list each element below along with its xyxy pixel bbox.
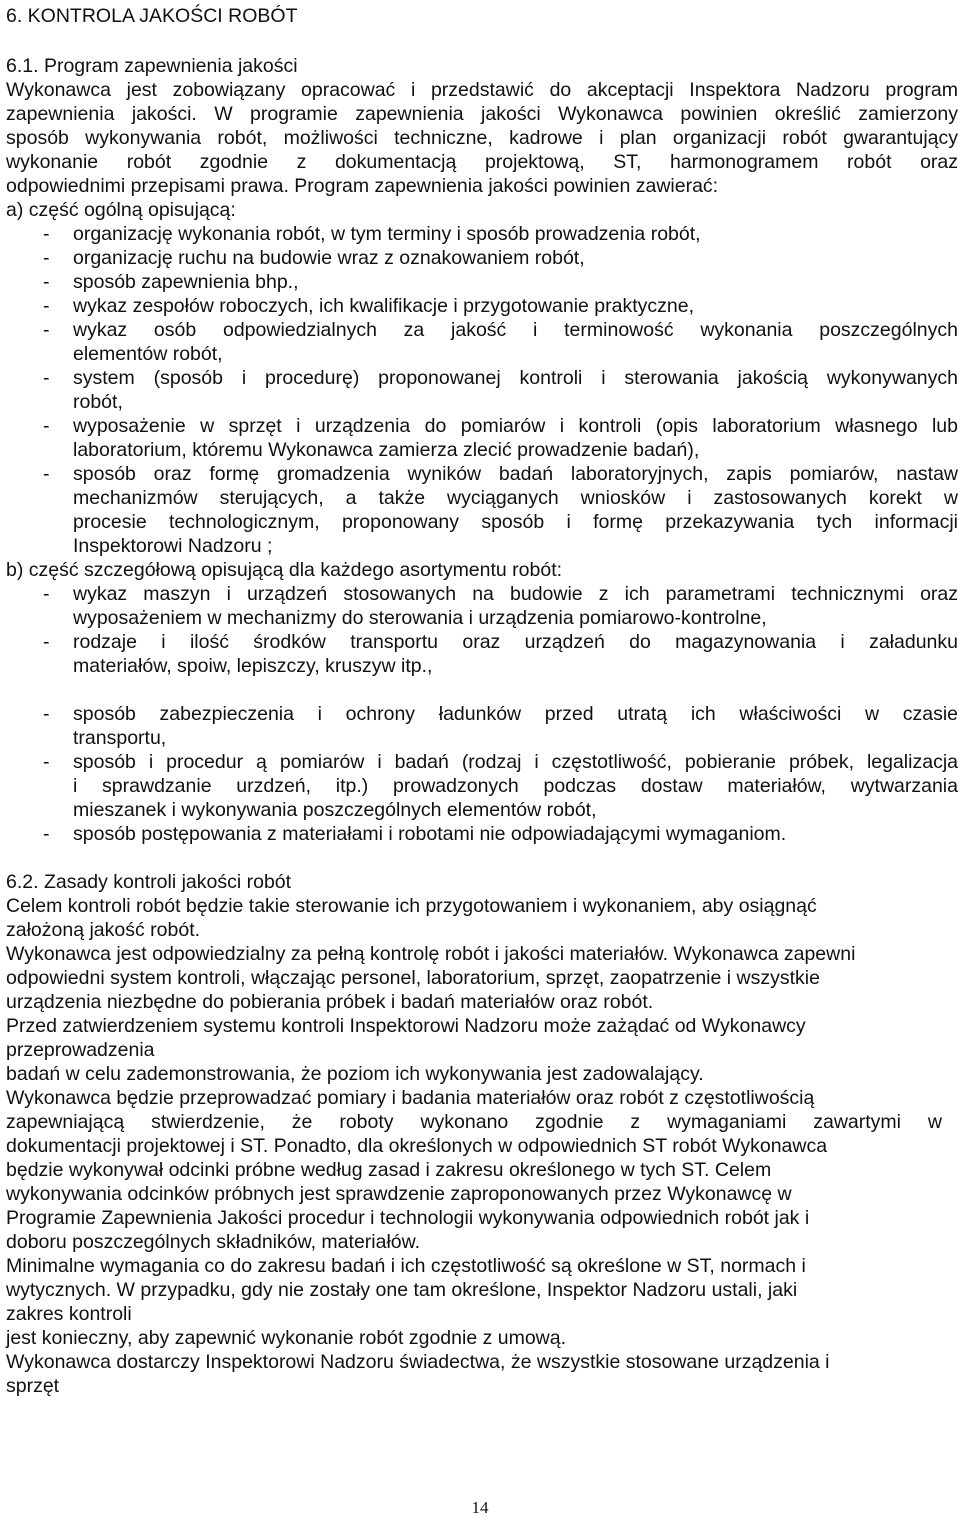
list-item-text: rodzaje i ilość środków transportu oraz urządzeń do magazynowania i załadunku <box>73 631 958 653</box>
paragraph-line: zakres kontroli <box>6 1303 132 1325</box>
list-item-text: wykaz zespołów roboczych, ich kwalifikacje i przygotowanie praktyczne, <box>73 295 695 317</box>
list-item-text: mieszanek i wykonywania poszczególnych elementów robót, <box>73 799 597 821</box>
bullet-dash: - <box>43 751 50 773</box>
paragraph-line: doboru poszczególnych składników, materiałów. <box>6 1231 421 1253</box>
list-item-text: i sprawdzanie urzdzeń, itp.) prowadzonych podczas dostaw materiałów, wytwarzania <box>73 775 958 797</box>
list-heading-a: a) część ogólną opisującą: <box>6 199 236 221</box>
list-item-text: sposób zapewnienia bhp., <box>73 271 299 293</box>
list-item-text: sposób postępowania z materiałami i robotami nie odpowiadającymi wymaganiom. <box>73 823 787 845</box>
list-item-text: sposób i procedur ą pomiarów i badań (rodzaj i częstotliwość, pobieranie próbek, legalizacja <box>73 751 958 773</box>
bullet-dash: - <box>43 271 50 293</box>
subsection-heading-6-2: 6.2. Zasady kontroli jakości robót <box>6 871 292 893</box>
paragraph-line: Wykonawca jest odpowiedzialny za pełną kontrolę robót i jakości materiałów. Wykonawca zapewni <box>6 943 856 965</box>
list-item-text: Inspektorowi Nadzoru ; <box>73 535 273 557</box>
paragraph-line: Wykonawca będzie przeprowadzać pomiary i badania materiałów oraz robót z częstotliwością <box>6 1087 815 1109</box>
list-item-text: wykaz maszyn i urządzeń stosowanych na budowie z ich parametrami technicznymi oraz <box>73 583 958 605</box>
paragraph-line: Przed zatwierdzeniem systemu kontroli Inspektorowi Nadzoru może zażądać od Wykonawcy <box>6 1015 806 1037</box>
paragraph-line: badań w celu zademonstrowania, że poziom ich wykonywania jest zadowalający. <box>6 1063 704 1085</box>
paragraph-line: zapewniającą stwierdzenie, że roboty wykonano zgodnie z wymaganiami zawartymi w <box>6 1111 942 1133</box>
paragraph-line: Programie Zapewnienia Jakości procedur i technologii wykonywania odpowiednich robót jak i <box>6 1207 810 1229</box>
list-item-text: sposób zabezpieczenia i ochrony ładunków przed utratą ich właściwości w czasie <box>73 703 958 725</box>
list-item-text: organizację wykonania robót, w tym terminy i sposób prowadzenia robót, <box>73 223 701 245</box>
page-number: 14 <box>471 1498 489 1517</box>
paragraph-line: wykonanie robót zgodnie z dokumentacją projektową, ST, harmonogramem robót oraz <box>6 151 958 173</box>
list-item-text: procesie technologicznym, proponowany sposób i formę przekazywania tych informacji <box>73 511 958 533</box>
paragraph-line: zapewnienia jakości. W programie zapewnienia jakości Wykonawca powinien określić zamierzony <box>6 103 958 125</box>
list-item-text: system (sposób i procedurę) proponowanej kontroli i sterowania jakością wykonywanych <box>73 367 958 389</box>
list-item-text: transportu, <box>73 727 167 749</box>
paragraph-line: przeprowadzenia <box>6 1039 155 1061</box>
paragraph-line: założoną jakość robót. <box>6 919 201 941</box>
list-item-text: materiałów, spoiw, lepiszczy, kruszyw itp., <box>73 655 433 677</box>
bullet-dash: - <box>43 703 50 725</box>
section-heading: 6. KONTROLA JAKOŚCI ROBÓT <box>6 5 298 27</box>
paragraph-line: Wykonawca dostarczy Inspektorowi Nadzoru świadectwa, że wszystkie stosowane urządzenia i <box>6 1351 830 1373</box>
paragraph-line: sprzęt <box>6 1375 60 1397</box>
paragraph-line: odpowiedni system kontroli, włączając personel, laboratorium, sprzęt, zaopatrzenie i wszystkie <box>6 967 820 989</box>
list-item-text: elementów robót, <box>73 343 223 365</box>
bullet-dash: - <box>43 415 50 437</box>
paragraph-line: urządzenia niezbędne do pobierania próbek i badań materiałów oraz robót. <box>6 991 654 1013</box>
paragraph-line: sposób wykonywania robót, możliwości techniczne, kadrowe i plan organizacji robót gwarantujący <box>6 127 958 149</box>
list-item-text: wyposażeniem w mechanizmy do sterowania i urządzenia pomiarowo-kontrolne, <box>73 607 767 629</box>
paragraph-line: odpowiednimi przepisami prawa. Program zapewnienia jakości powinien zawierać: <box>6 175 719 197</box>
paragraph-line: wytycznych. W przypadku, gdy nie zostały one tam określone, Inspektor Nadzoru ustali, jaki <box>6 1279 798 1301</box>
bullet-dash: - <box>43 631 50 653</box>
paragraph-line: wykonywania odcinków próbnych jest sprawdzenie zaproponowanych przez Wykonawcę w <box>6 1183 792 1205</box>
paragraph-line: Minimalne wymagania co do zakresu badań i ich częstotliwość są określone w ST, normach i <box>6 1255 806 1277</box>
bullet-dash: - <box>43 319 50 341</box>
list-item-text: sposób oraz formę gromadzenia wyników badań laboratoryjnych, zapis pomiarów, nastaw <box>73 463 958 485</box>
paragraph-line: jest konieczny, aby zapewnić wykonanie robót zgodnie z umową. <box>6 1327 567 1349</box>
list-item-text: wykaz osób odpowiedzialnych za jakość i terminowość wykonania poszczególnych <box>73 319 958 341</box>
paragraph-line: Wykonawca jest zobowiązany opracować i przedstawić do akceptacji Inspektora Nadzoru program <box>6 79 958 101</box>
list-heading-b: b) część szczegółową opisującą dla każdego asortymentu robót: <box>6 559 563 581</box>
paragraph-line: Celem kontroli robót będzie takie sterowanie ich przygotowaniem i wykonaniem, aby osiągnąć <box>6 895 817 917</box>
list-item-text: robót, <box>73 391 123 413</box>
paragraph-line: będzie wykonywał odcinki próbne według zasad i zakresu określonego w tych ST. Celem <box>6 1159 772 1181</box>
list-item-text: mechanizmów sterujących, a także wyciąganych wniosków i zastosowanych korekt w <box>73 487 958 509</box>
list-item-text: wyposażenie w sprzęt i urządzenia do pomiarów i kontroli (opis laboratorium własnego lub <box>73 415 958 437</box>
bullet-dash: - <box>43 823 50 845</box>
bullet-dash: - <box>43 463 50 485</box>
bullet-dash: - <box>43 223 50 245</box>
bullet-dash: - <box>43 367 50 389</box>
bullet-dash: - <box>43 295 50 317</box>
subsection-heading-6-1: 6.1. Program zapewnienia jakości <box>6 55 298 77</box>
bullet-dash: - <box>43 247 50 269</box>
list-item-text: organizację ruchu na budowie wraz z oznakowaniem robót, <box>73 247 585 269</box>
paragraph-line: dokumentacji projektowej i ST. Ponadto, dla określonych w odpowiednich ST robót Wykonawca <box>6 1135 828 1157</box>
bullet-dash: - <box>43 583 50 605</box>
list-item-text: laboratorium, któremu Wykonawca zamierza zlecić prowadzenie badań), <box>73 439 700 461</box>
